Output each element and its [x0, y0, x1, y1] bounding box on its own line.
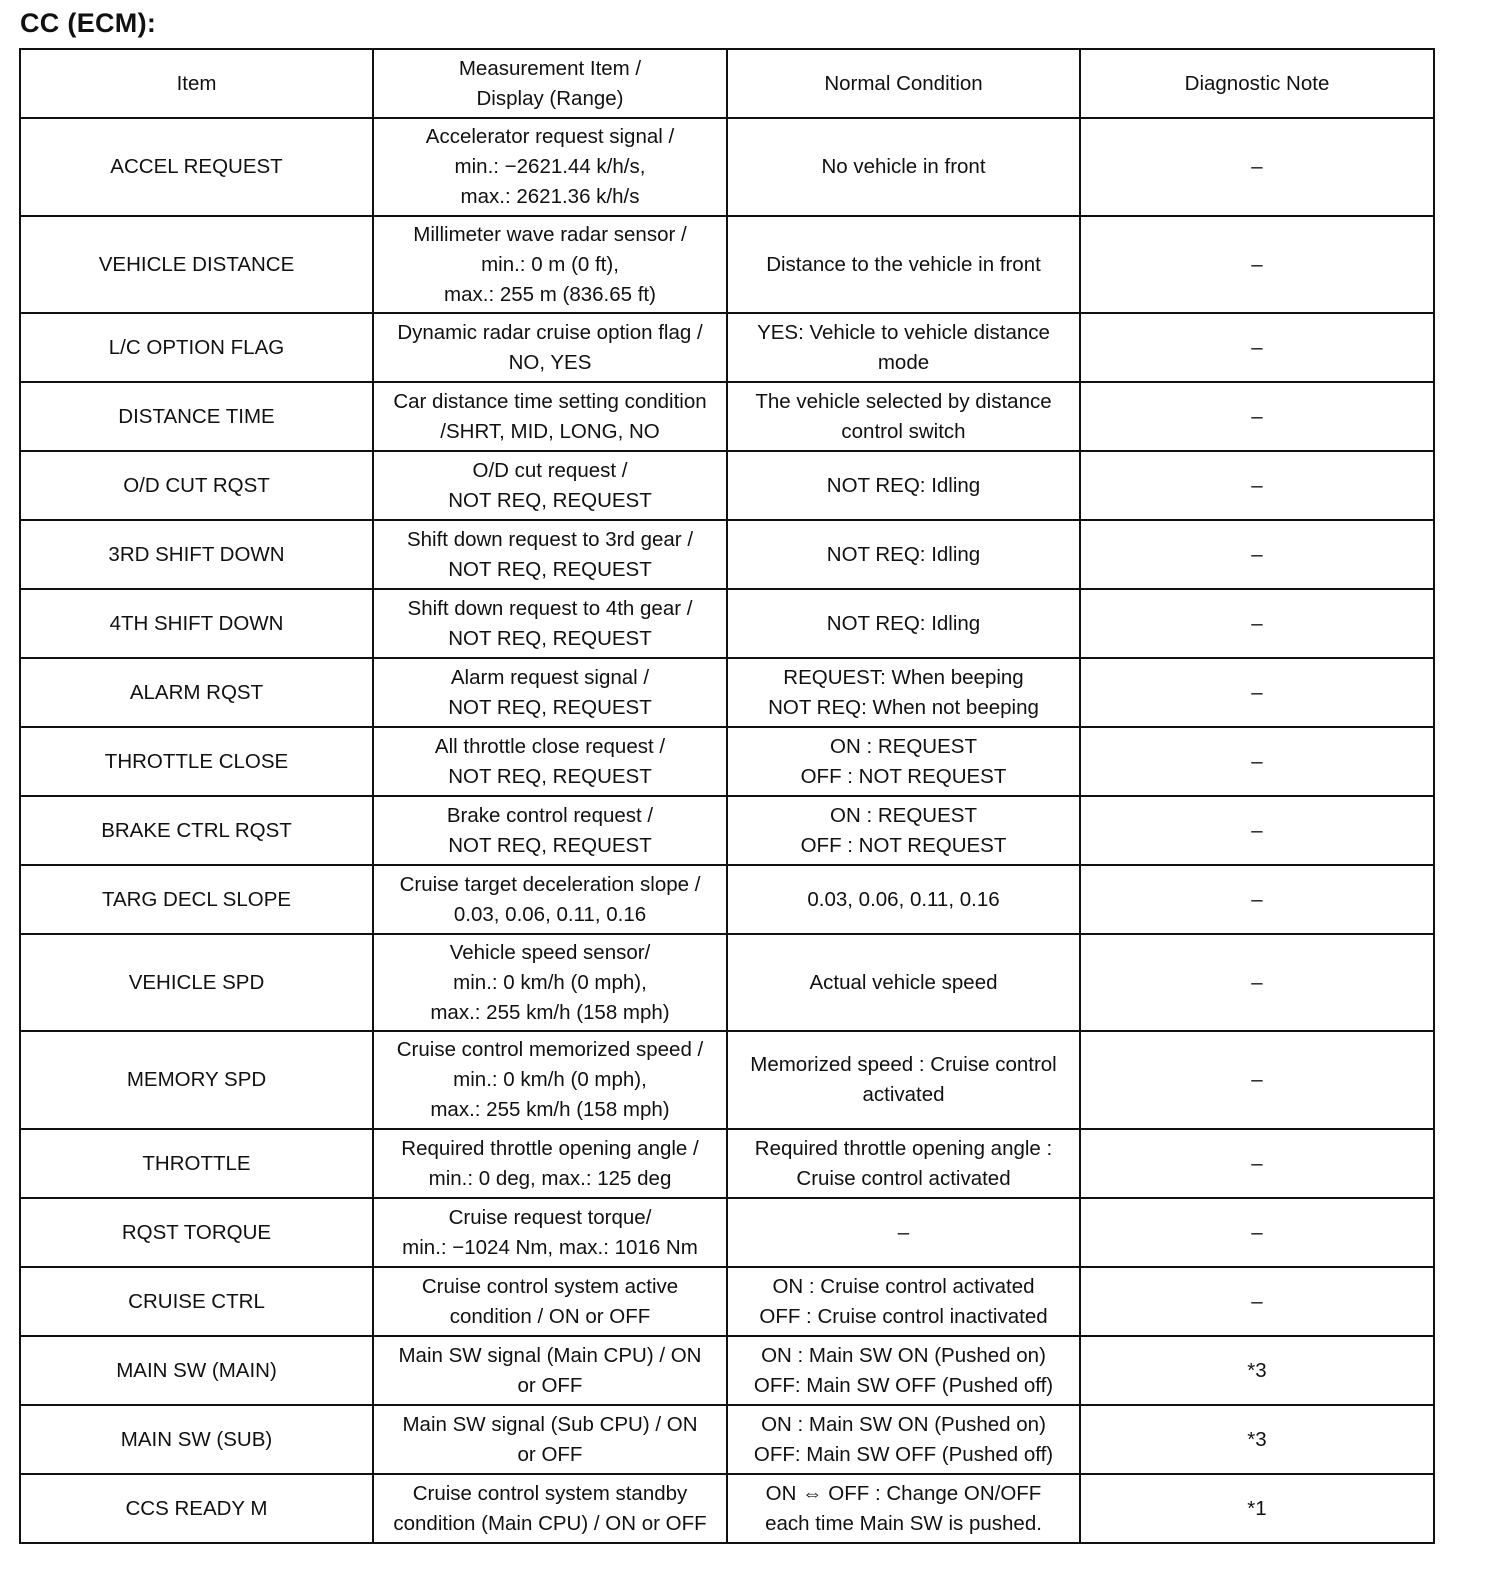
cell-text-line: control switch [841, 419, 966, 443]
cell-text-line: TARG DECL SLOPE [101, 887, 292, 911]
cell-measurement [373, 1198, 727, 1267]
table-row [20, 1336, 1434, 1405]
header-diagnostic-note [1080, 49, 1434, 118]
cell-normal-condition [727, 1267, 1080, 1336]
cell-measurement [373, 1129, 727, 1198]
cell-text-line: max.: 255 km/h (158 mph) [430, 1098, 670, 1121]
cell-measurement [373, 1405, 727, 1474]
cell-text-line: 4TH SHIFT DOWN [109, 611, 284, 635]
cell-text-line: ON : Cruise control activated [772, 1274, 1035, 1298]
cell-text-line: RQST TORQUE [121, 1220, 272, 1244]
cell-diagnostic-note [1080, 865, 1434, 934]
cell-diagnostic-note [1080, 313, 1434, 382]
cell-diagnostic-note [1080, 796, 1434, 865]
cell-text-line: max.: 255 km/h (158 mph) [430, 1000, 670, 1024]
cell-text-line: 0.03, 0.06, 0.11, 0.16 [453, 902, 647, 926]
cell-text-line: – [1251, 1220, 1263, 1244]
cell-normal-condition [727, 727, 1080, 796]
cell-text-line: OFF : NOT REQUEST [800, 764, 1007, 788]
cell-text-line: mode [877, 350, 930, 374]
cell-text-line: Display (Range) [476, 86, 624, 110]
cell-normal-condition [727, 1129, 1080, 1198]
cell-text-line: OFF: Main SW OFF (Pushed off) [753, 1442, 1054, 1466]
table-row [20, 1129, 1434, 1198]
cell-text-line: Normal Condition [824, 71, 983, 95]
cell-text-line: Vehicle speed sensor/ [449, 940, 651, 964]
header-measurement [373, 49, 727, 118]
cell-item [20, 313, 373, 382]
cell-text-line: or OFF [517, 1442, 583, 1466]
cell-text-line: MAIN SW (MAIN) [116, 1358, 277, 1382]
cell-text-line: – [1251, 887, 1263, 911]
cell-measurement [373, 589, 727, 658]
cell-text-line: Accelerator request signal / [425, 125, 675, 148]
cell-text-line: min.: 0 deg, max.: 125 deg [428, 1166, 672, 1190]
cell-text-line: Required throttle opening angle : [754, 1136, 1053, 1160]
cell-text-line: – [1251, 1289, 1263, 1313]
cell-diagnostic-note [1080, 216, 1434, 313]
header-row [20, 49, 1434, 118]
cell-diagnostic-note [1080, 1198, 1434, 1267]
cell-measurement [373, 934, 727, 1031]
cell-text-line: NOT REQ, REQUEST [448, 764, 652, 788]
cell-normal-condition [727, 520, 1080, 589]
cell-text-line: 3RD SHIFT DOWN [108, 542, 285, 566]
cell-item [20, 520, 373, 589]
table-row [20, 520, 1434, 589]
cell-text-line: Measurement Item / [458, 56, 642, 80]
cell-diagnostic-note [1080, 1129, 1434, 1198]
cell-diagnostic-note [1080, 1474, 1434, 1543]
cell-item [20, 118, 373, 216]
table-row [20, 1031, 1434, 1129]
cell-text-line: CCS READY M [125, 1496, 268, 1520]
cell-text-line: DISTANCE TIME [118, 404, 275, 428]
table-row [20, 1405, 1434, 1474]
table-row [20, 1198, 1434, 1267]
header-normal-condition [727, 49, 1080, 118]
cell-diagnostic-note [1080, 520, 1434, 589]
cell-text-line: max.: 2621.36 k/h/s [460, 185, 640, 208]
cell-measurement [373, 796, 727, 865]
cell-text-line: Cruise request torque/ [448, 1205, 652, 1229]
cell-normal-condition [727, 589, 1080, 658]
cell-normal-condition [727, 934, 1080, 1031]
table-row [20, 727, 1434, 796]
table-row [20, 796, 1434, 865]
cell-text-line: /SHRT, MID, LONG, NO [440, 419, 660, 443]
cell-text-line: – [1251, 473, 1263, 497]
cell-text-line: NOT REQ: Idling [826, 611, 981, 635]
cell-text-line: NOT REQ, REQUEST [448, 557, 652, 581]
cell-measurement [373, 382, 727, 451]
cell-diagnostic-note [1080, 658, 1434, 727]
cell-text-line: THROTTLE [142, 1151, 251, 1175]
table-row [20, 118, 1434, 216]
cell-text-line: Cruise control activated [796, 1166, 1011, 1190]
cell-diagnostic-note [1080, 1031, 1434, 1129]
cell-text-line: NOT REQ, REQUEST [448, 695, 652, 719]
cell-text-line: min.: 0 km/h (0 mph), [453, 970, 647, 994]
cell-text-line: NOT REQ, REQUEST [448, 833, 652, 857]
cell-diagnostic-note [1080, 382, 1434, 451]
cell-text-line: ON : REQUEST [830, 803, 977, 827]
cell-text-line: Item [176, 71, 217, 95]
table-row [20, 934, 1434, 1031]
cell-text-line: max.: 255 m (836.65 ft) [444, 282, 656, 306]
cell-normal-condition [727, 313, 1080, 382]
table-row [20, 313, 1434, 382]
cell-text-line: Shift down request to 3rd gear / [406, 527, 694, 551]
cell-text-line: Alarm request signal / [450, 665, 650, 689]
cell-text-line: – [1251, 252, 1263, 276]
cell-measurement [373, 1474, 727, 1543]
table-row [20, 865, 1434, 934]
cell-text-line: activated [862, 1083, 945, 1106]
cell-text-line: 0.03, 0.06, 0.11, 0.16 [807, 887, 1000, 911]
cell-text-line: ON : Main SW ON (Pushed on) [761, 1412, 1046, 1436]
cell-text-line: THROTTLE CLOSE [104, 749, 289, 773]
cell-item [20, 451, 373, 520]
table-row [20, 589, 1434, 658]
cell-text-line: O/D cut request / [472, 458, 628, 482]
table-row [20, 451, 1434, 520]
cell-measurement [373, 118, 727, 216]
cell-item [20, 382, 373, 451]
cell-diagnostic-note [1080, 1336, 1434, 1405]
cell-item [20, 1129, 373, 1198]
cell-text-line: NOT REQ: Idling [826, 473, 981, 497]
cell-text-line: ON : REQUEST [830, 734, 977, 758]
cell-text-line: Millimeter wave radar sensor / [413, 222, 687, 246]
cell-text-line: min.: −2621.44 k/h/s, [454, 155, 646, 178]
cell-text-line: MAIN SW (SUB) [120, 1427, 273, 1451]
cell-text-line: – [1251, 335, 1263, 359]
cell-item [20, 1198, 373, 1267]
cell-item [20, 589, 373, 658]
cell-text-line: VEHICLE SPD [128, 970, 265, 994]
cell-text-line: Actual vehicle speed [809, 970, 998, 994]
cell-text-line: OFF: Main SW OFF (Pushed off) [753, 1373, 1054, 1397]
cell-normal-condition [727, 382, 1080, 451]
table-row [20, 1267, 1434, 1336]
cell-normal-condition [727, 216, 1080, 313]
cell-text-line: Dynamic radar cruise option flag / [397, 320, 703, 344]
cell-text-line: O/D CUT RQST [123, 473, 270, 497]
cell-item [20, 865, 373, 934]
cell-text-line: min.: 0 m (0 ft), [481, 252, 619, 276]
cell-diagnostic-note [1080, 1405, 1434, 1474]
cell-measurement [373, 520, 727, 589]
cell-text-line: NOT REQ, REQUEST [448, 488, 652, 512]
cell-text-line: ALARM RQST [129, 680, 264, 704]
table-header [20, 49, 1434, 118]
cell-normal-condition [727, 451, 1080, 520]
cell-text-line: *3 [1247, 1358, 1267, 1382]
cell-text-line: – [1251, 611, 1263, 635]
table-body [20, 118, 1434, 1543]
cell-text-line: – [1251, 818, 1263, 842]
cell-measurement [373, 1031, 727, 1129]
cell-normal-condition [727, 118, 1080, 216]
cell-measurement [373, 451, 727, 520]
cell-text-line: Cruise control system active [421, 1274, 679, 1298]
cell-normal-condition [727, 865, 1080, 934]
cell-text-line: No vehicle in front [821, 155, 986, 178]
cell-text-line: REQUEST: When beeping [783, 665, 1024, 689]
cell-text-line: – [897, 1220, 910, 1244]
cell-text-line: Shift down request to 4th gear / [407, 596, 693, 620]
cell-text-line: Required throttle opening angle / [401, 1136, 699, 1160]
cell-text-line: CRUISE CTRL [128, 1289, 265, 1313]
cell-text-line: Distance to the vehicle in front [766, 252, 1041, 276]
cell-text-line: ON ⇔ OFF : Change ON/OFF [765, 1481, 1042, 1505]
cell-diagnostic-note [1080, 451, 1434, 520]
cell-text-line: condition / ON or OFF [449, 1304, 651, 1328]
cell-text-line: BRAKE CTRL RQST [101, 818, 292, 842]
cell-text-line: ON : Main SW ON (Pushed on) [761, 1343, 1046, 1367]
cell-normal-condition [727, 1336, 1080, 1405]
cell-item [20, 1474, 373, 1543]
cell-text-line: Main SW signal (Sub CPU) / ON [402, 1412, 698, 1436]
cell-text-line: – [1251, 404, 1263, 428]
cell-diagnostic-note [1080, 934, 1434, 1031]
page-title: CC (ECM): [20, 8, 157, 38]
cell-normal-condition [727, 1405, 1080, 1474]
cell-item [20, 934, 373, 1031]
cell-text-line: NOT REQ: Idling [826, 542, 981, 566]
cell-normal-condition [727, 796, 1080, 865]
cell-text-line: – [1251, 155, 1263, 178]
cell-text-line: Car distance time setting condition [393, 389, 707, 413]
cell-measurement [373, 658, 727, 727]
cell-normal-condition [727, 658, 1080, 727]
cell-text-line: – [1251, 1068, 1263, 1091]
cell-item [20, 1031, 373, 1129]
cell-text-line: The vehicle selected by distance [755, 389, 1052, 413]
cell-diagnostic-note [1080, 727, 1434, 796]
cell-measurement [373, 727, 727, 796]
cell-measurement [373, 865, 727, 934]
cell-text-line: Cruise target deceleration slope / [399, 872, 701, 896]
cell-text-line: min.: 0 km/h (0 mph), [453, 1068, 647, 1091]
cell-text-line: OFF : NOT REQUEST [800, 833, 1007, 857]
cell-text-line: – [1251, 542, 1263, 566]
cell-text-line: Cruise control memorized speed / [396, 1038, 704, 1061]
cell-text-line: All throttle close request / [434, 734, 666, 758]
cell-item [20, 796, 373, 865]
cell-diagnostic-note [1080, 118, 1434, 216]
cell-measurement [373, 1267, 727, 1336]
table-row [20, 382, 1434, 451]
cell-diagnostic-note [1080, 1267, 1434, 1336]
cell-normal-condition [727, 1031, 1080, 1129]
cell-item [20, 658, 373, 727]
cell-text-line: L/C OPTION FLAG [108, 335, 285, 359]
table-row [20, 216, 1434, 313]
cell-text-line: – [1251, 1151, 1263, 1175]
cell-text-line: VEHICLE DISTANCE [98, 252, 295, 276]
cell-item [20, 1267, 373, 1336]
cell-text-line: *1 [1247, 1496, 1267, 1520]
cell-item [20, 727, 373, 796]
header-item [20, 49, 373, 118]
cell-item [20, 1336, 373, 1405]
cell-text-line: – [1251, 970, 1263, 994]
cell-text-line: Main SW signal (Main CPU) / ON [398, 1343, 702, 1367]
cell-text-line: Brake control request / [446, 803, 654, 827]
cell-text-line: – [1251, 749, 1263, 773]
cell-item [20, 1405, 373, 1474]
cell-text-line: NO, YES [508, 350, 592, 374]
cell-text-line: YES: Vehicle to vehicle distance [757, 320, 1050, 344]
cell-text-line: *3 [1247, 1427, 1267, 1451]
cell-text-line: – [1251, 680, 1263, 704]
cell-diagnostic-note [1080, 589, 1434, 658]
cell-text-line: NOT REQ, REQUEST [448, 626, 652, 650]
cell-text-line: condition (Main CPU) / ON or OFF [393, 1511, 707, 1535]
cell-text-line: OFF : Cruise control inactivated [759, 1304, 1048, 1328]
cell-text-line: or OFF [517, 1373, 583, 1397]
cell-text-line: ACCEL REQUEST [110, 155, 283, 178]
cell-text-line: Diagnostic Note [1184, 71, 1330, 95]
table-row [20, 1474, 1434, 1543]
cell-text-line: Cruise control system standby [412, 1481, 688, 1505]
cell-text-line: min.: −1024 Nm, max.: 1016 Nm [402, 1235, 698, 1259]
table-row [20, 658, 1434, 727]
cell-text-line: Memorized speed : Cruise control [750, 1053, 1057, 1076]
cell-item [20, 216, 373, 313]
cell-text-line: MEMORY SPD [126, 1068, 267, 1091]
data-table [19, 48, 1435, 1544]
cell-text-line: NOT REQ: When not beeping [768, 695, 1039, 719]
cell-measurement [373, 1336, 727, 1405]
cell-text-line: each time Main SW is pushed. [765, 1511, 1042, 1535]
cell-measurement [373, 313, 727, 382]
cell-normal-condition [727, 1474, 1080, 1543]
cell-measurement [373, 216, 727, 313]
cell-normal-condition [727, 1198, 1080, 1267]
